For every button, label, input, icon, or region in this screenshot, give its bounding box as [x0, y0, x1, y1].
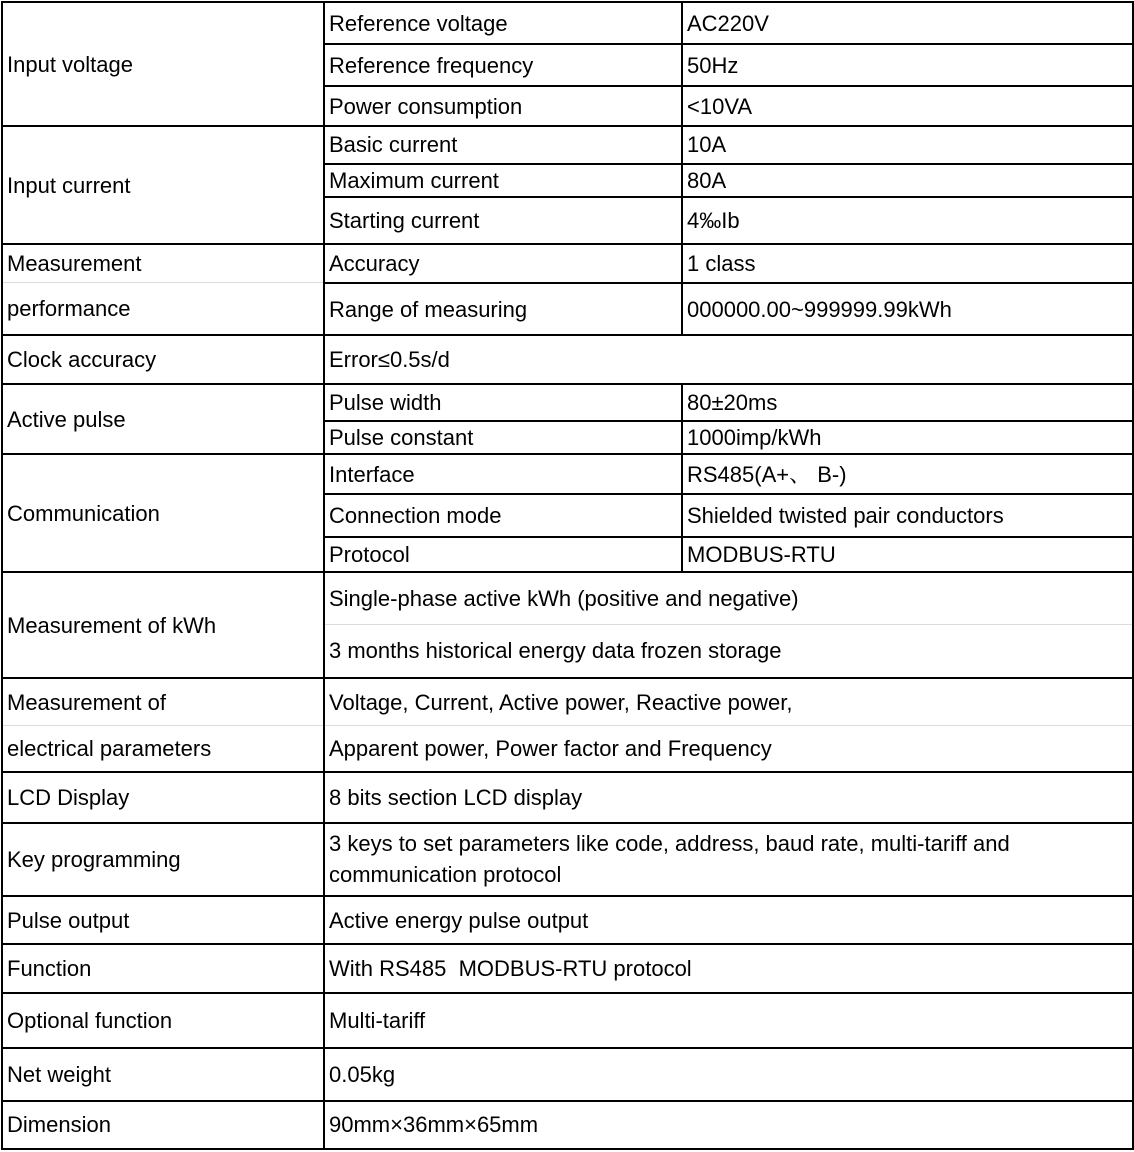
param-name: Accuracy: [324, 244, 682, 283]
table-row: [2, 283, 1133, 335]
param-name: Range of measuring: [324, 283, 682, 335]
row-value: Single-phase active kWh (positive and negative): [324, 572, 1133, 624]
row-label: Clock accuracy: [2, 335, 324, 384]
row-label: Measurement of kWh: [2, 572, 324, 678]
row-label: LCD Display: [2, 772, 324, 823]
row-label: Net weight: [2, 1048, 324, 1100]
param-value: Shielded twisted pair conductors: [682, 494, 1133, 537]
row-value: 8 bits section LCD display: [324, 772, 1133, 823]
row-label: Key programming: [2, 823, 324, 896]
row-value: 3 months historical energy data frozen storage: [324, 624, 1133, 678]
param-value: 80±20ms: [682, 384, 1133, 421]
row-value: 90mm×36mm×65mm: [324, 1101, 1133, 1149]
row-label: Input voltage: [2, 2, 324, 126]
param-name: Reference voltage: [324, 2, 682, 44]
row-label: Function: [2, 944, 324, 993]
param-name: Starting current: [324, 197, 682, 244]
row-label: Measurement of: [2, 678, 324, 725]
param-value: AC220V: [682, 2, 1133, 44]
param-value: 1 class: [682, 244, 1133, 283]
param-name: Reference frequency: [324, 44, 682, 86]
table-row: [2, 572, 1133, 624]
param-name: Interface: [324, 454, 682, 493]
table-row: [2, 678, 1133, 725]
param-value: 000000.00~999999.99kWh: [682, 283, 1133, 335]
param-value: <10VA: [682, 86, 1133, 126]
spec-table: [1, 1, 1134, 1150]
table-row: [2, 823, 1133, 896]
param-name: Pulse width: [324, 384, 682, 421]
row-label: Measurement: [2, 244, 324, 283]
param-value: 1000imp/kWh: [682, 421, 1133, 454]
table-row: [2, 1101, 1133, 1149]
param-value: MODBUS-RTU: [682, 537, 1133, 572]
row-value: Error≤0.5s/d: [324, 335, 1133, 384]
row-label: Dimension: [2, 1101, 324, 1149]
row-label: Communication: [2, 454, 324, 571]
table-row: [2, 126, 1133, 163]
row-label: Pulse output: [2, 896, 324, 944]
table-row: [2, 993, 1133, 1048]
row-value: 3 keys to set parameters like code, address, baud rate, multi-tariff and communication protocol: [324, 823, 1133, 896]
table-row: [2, 244, 1133, 283]
row-value: Multi-tariff: [324, 993, 1133, 1048]
param-name: Protocol: [324, 537, 682, 572]
param-name: Power consumption: [324, 86, 682, 126]
param-value: 80A: [682, 164, 1133, 197]
row-value: Active energy pulse output: [324, 896, 1133, 944]
table-row: [2, 384, 1133, 421]
param-value: 4‰Ib: [682, 197, 1133, 244]
row-label: Active pulse: [2, 384, 324, 454]
row-value: 0.05kg: [324, 1048, 1133, 1100]
row-label: Input current: [2, 126, 324, 243]
param-name: Basic current: [324, 126, 682, 163]
param-value: 10A: [682, 126, 1133, 163]
row-label: electrical parameters: [2, 725, 324, 771]
table-row: [2, 454, 1133, 493]
row-value: Voltage, Current, Active power, Reactive power,: [324, 678, 1133, 725]
table-row: [2, 772, 1133, 823]
table-row: [2, 944, 1133, 993]
table-row: [2, 896, 1133, 944]
param-name: Connection mode: [324, 494, 682, 537]
table-row: [2, 335, 1133, 384]
row-label: performance: [2, 283, 324, 335]
table-row: [2, 1048, 1133, 1100]
param-value: 50Hz: [682, 44, 1133, 86]
table-row: [2, 725, 1133, 771]
param-value: RS485(A+、 B-): [682, 454, 1133, 493]
param-name: Maximum current: [324, 164, 682, 197]
param-name: Pulse constant: [324, 421, 682, 454]
row-value: With RS485 MODBUS-RTU protocol: [324, 944, 1133, 993]
table-row: [2, 2, 1133, 44]
row-value: Apparent power, Power factor and Frequency: [324, 725, 1133, 771]
row-label: Optional function: [2, 993, 324, 1048]
